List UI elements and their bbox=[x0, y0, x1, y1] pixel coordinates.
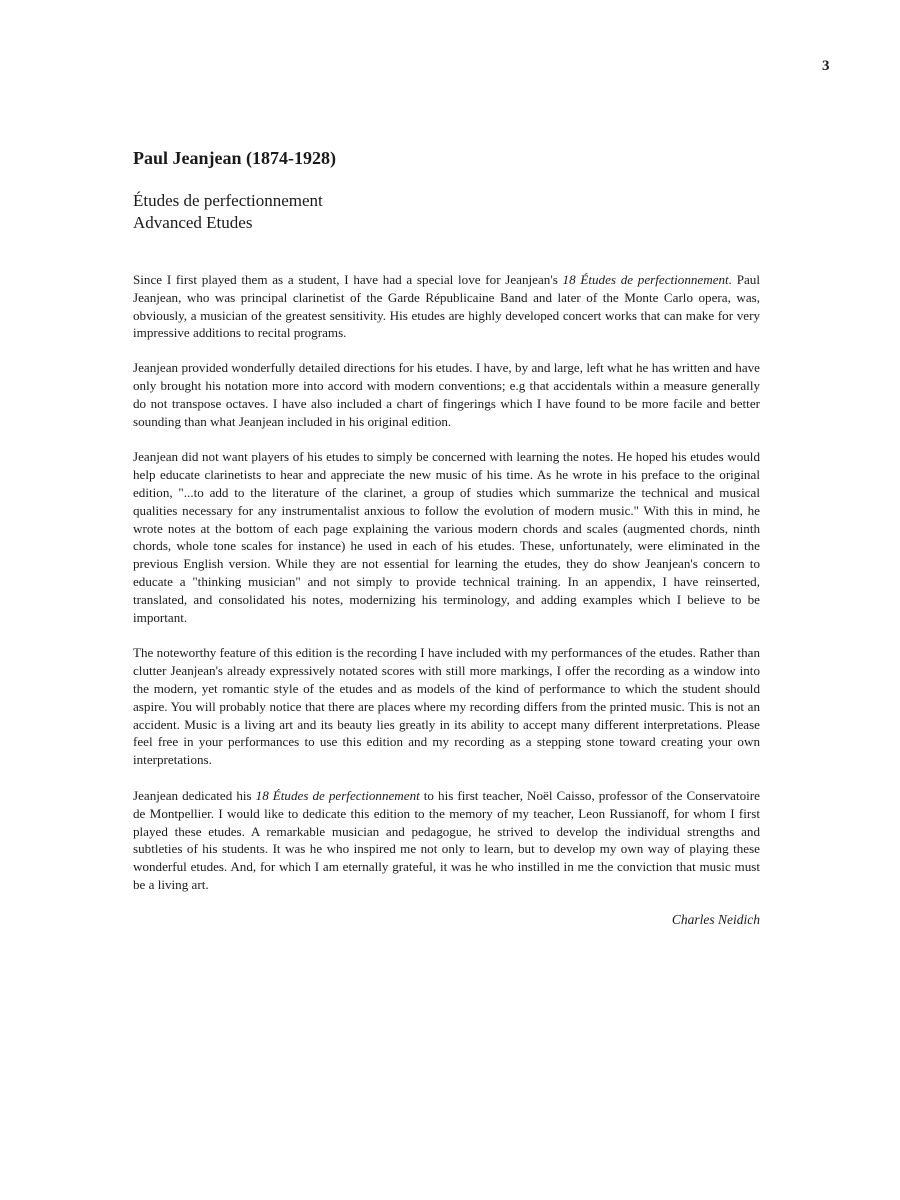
paragraph-intro bbox=[133, 271, 760, 342]
subtitle-block bbox=[133, 190, 760, 234]
subtitle-french: Études de perfectionnement bbox=[133, 191, 323, 210]
body-text bbox=[133, 271, 760, 894]
paragraph-thinking-musician: Jeanjean did not want players of his etudes to simply be concerned with learning the notes. He hoped his etudes would help educate clarinetists to hear and appreciate the new music of his time. As he wrote in his preface to the original edition, "...to add to the literature of the clarinet, a group of studies which summarize the technical and musical qualities necessary for any instrumentalist anxious to follow the evolution of modern music." With this in mind, he wrote notes at the bottom of each page explaining the various modern chords and scales (augmented chords, ninth chords, whole tone scales for instance) he used in each of his etudes. These, unfortunately, were eliminated in the previous English version. While they are not essential for learning the etudes, they do show Jeanjean's concern to educate a "thinking musician" and not simply to provide technical training. In an appendix, I have reinserted, translated, and consolidated his notes, modernizing his terminology, and adding examples which I believe to be important. bbox=[133, 449, 760, 625]
document-content bbox=[133, 146, 760, 928]
paragraph-intro-text-a: Since I first played them as a student, I have had a special love for Jeanjean's bbox=[133, 272, 563, 287]
paragraph-directions: Jeanjean provided wonderfully detailed directions for his etudes. I have, by and large, left what he has written and have only brought his notation more into accord with modern conventions; e.g that accidentals within a measure generally do not transpose octaves. I have also included a chart of fingerings which I have found to be more facile and better sounding than what Jeanjean included in his original edition. bbox=[133, 360, 760, 429]
paragraph-intro-text-b: Paul Jeanjean, who was principal clarinetist of the Garde Républicaine Band and later of the Monte Carlo opera, was, obviously, a musician of the greatest sensitivity. His etudes are highly developed concert works that can make for very impressive additions to recital programs. bbox=[133, 272, 760, 341]
paragraph-dedication-text-a: Jeanjean dedicated his bbox=[133, 787, 256, 803]
author-signature: Charles Neidich bbox=[671, 911, 760, 927]
page-title: Paul Jeanjean (1874-1928) bbox=[133, 148, 336, 168]
paragraph-dedication bbox=[133, 787, 760, 894]
etudes-title-italic-2: 18 Études de perfectionnement bbox=[255, 787, 420, 803]
subtitle-english: Advanced Etudes bbox=[133, 213, 253, 232]
page-number: 3 bbox=[822, 58, 830, 74]
paragraph-dedication-text-b: to his first teacher, Noël Caisso, professor of the Conservatoire de Montpellier. I would like to dedicate this edition to the memory of my teacher, Leon Russianoff, for whom I first played these etudes. A remarkable musician and pedagogue, he strived to develop the individual strengths and subtleties of his students. It was he who inspired me not only to learn, but to develop my own way of playing these wonderful etudes. And, for which I am eternally grateful, it was he who instilled in me the conviction that music must be a living art. bbox=[133, 787, 760, 892]
etudes-title-italic: 18 Études de perfectionnement. bbox=[562, 272, 732, 287]
paragraph-recording: The noteworthy feature of this edition is the recording I have included with my performances of the etudes. Rather than clutter Jeanjean's already expressively notated scores with still more markings, I offer the recording as a window into the modern, yet romantic style of the etudes and as models of the kind of performance to which the student should aspire. You will probably notice that there are places where my recording differs from the printed music. This is not an accident. Music is a living art and its beauty lies greatly in its ability to accept many different interpretations. Please feel free in your performances to use this edition and my recording as a stepping stone toward creating your own interpretations. bbox=[133, 645, 760, 768]
